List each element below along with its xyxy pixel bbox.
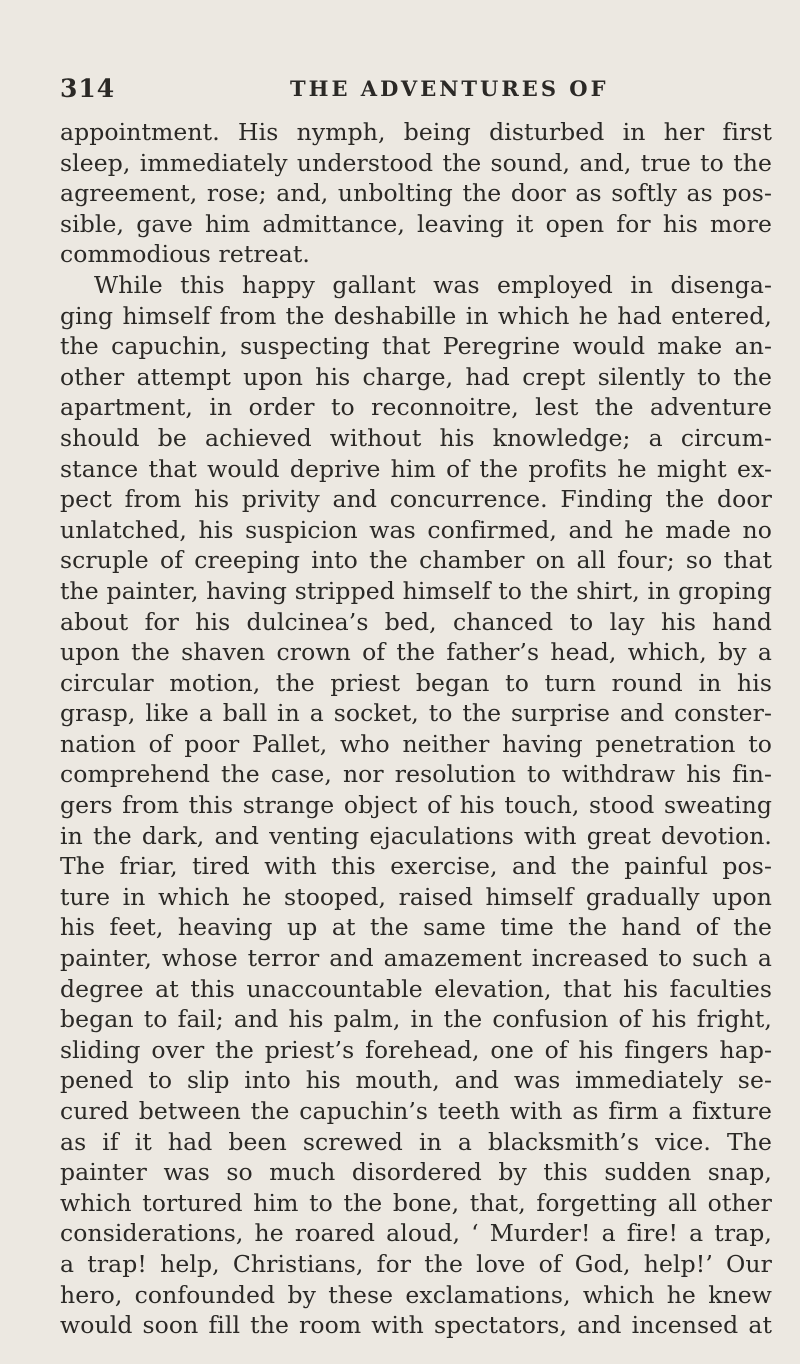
text-line: the painter, having stripped himself to the shirt, in groping [60,576,772,605]
running-head: THE ADVENTURES OF [290,76,609,101]
text-line: ture in which he stooped, raised himself gradually upon [60,882,772,911]
text-line: pened to slip into his mouth, and was immediately se- [60,1066,772,1095]
text-line: which tortured him to the bone, that, forgetting all other [60,1188,772,1217]
text-line: appointment. His nymph, being disturbed in her first [60,118,772,146]
text-line: a trap! help, Christians, for the love of God, help!’ Our [60,1249,772,1278]
text-line: his feet, heaving up at the same time the hand of the [60,913,772,942]
text-line: hero, confounded by these exclamations, which he knew [60,1280,772,1309]
text-line: painter, whose terror and amazement increased to such a [60,944,772,973]
text-line: should be achieved without his knowledge; a circum- [60,423,772,452]
text-line: painter was so much disordered by this sudden snap, [60,1158,772,1187]
text-line: agreement, rose; and, unbolting the door as softly as pos- [60,179,772,208]
text-line: unlatched, his suspicion was confirmed, and he made no [60,515,772,544]
text-line: circular motion, the priest began to turn round in his [60,668,772,697]
text-line: comprehend the case, nor resolution to withdraw his fin- [60,760,772,789]
text-line: sleep, immediately understood the sound, and, true to the [60,148,772,177]
text-line: ging himself from the deshabille in which he had entered, [60,301,772,330]
text-line: as if it had been screwed in a blacksmith’s vice. The [60,1127,772,1156]
text-line: stance that would deprive him of the profits he might ex- [60,454,772,483]
page-number: 314 [60,74,116,103]
text-line: While this happy gallant was employed in disenga- [94,270,772,299]
text-line: degree at this unaccountable elevation, that his faculties [60,974,772,1003]
text-line: gers from this strange object of his touch, stood sweating [60,791,772,820]
text-line: cured between the capuchin’s teeth with as firm a fixture [60,1097,772,1125]
text-line: upon the shaven crown of the father’s head, which, by a [60,638,772,667]
text-line: sliding over the priest’s forehead, one of his fingers hap- [60,1035,772,1064]
text-line: scruple of creeping into the chamber on all four; so that [60,546,772,575]
text-line: considerations, he roared aloud, ‘ Murder! a fire! a trap, [60,1219,772,1248]
body-text [60,117,772,1341]
text-line: The friar, tired with this exercise, and the painful pos- [60,852,772,881]
text-line: in the dark, and venting ejaculations with great devotion. [60,821,772,850]
text-line: apartment, in order to reconnoitre, lest the adventure [60,393,772,422]
text-line: pect from his privity and concurrence. Finding the door [60,485,772,514]
text-line: would soon fill the room with spectators, and incensed at [60,1311,772,1340]
text-line: sible, gave him admittance, leaving it open for his more [60,209,772,238]
text-line: about for his dulcinea’s bed, chanced to lay his hand [60,607,772,636]
text-line: nation of poor Pallet, who neither having penetration to [60,729,772,758]
page-header [60,74,760,108]
text-line: commodious retreat. [60,240,310,269]
text-line: grasp, like a ball in a socket, to the surprise and conster- [60,699,772,728]
text-line: the capuchin, suspecting that Peregrine would make an- [60,332,772,361]
text-line: began to fail; and his palm, in the confusion of his fright, [60,1005,772,1034]
text-line: other attempt upon his charge, had crept silently to the [60,362,772,391]
